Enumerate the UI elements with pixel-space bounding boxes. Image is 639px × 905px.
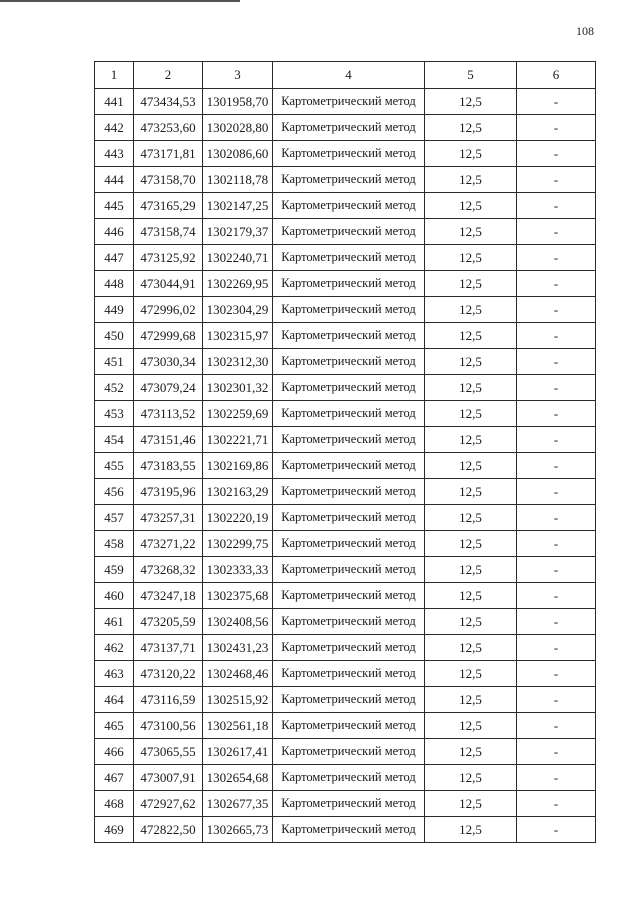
cell-method: Картометрический метод bbox=[273, 817, 425, 843]
cell-y-coordinate: 1302515,92 bbox=[203, 687, 273, 713]
cell-point-number: 458 bbox=[95, 531, 134, 557]
cell-x-coordinate: 473120,22 bbox=[134, 661, 203, 687]
cell-x-coordinate: 473044,91 bbox=[134, 271, 203, 297]
table-row bbox=[95, 609, 596, 635]
table-row bbox=[95, 219, 596, 245]
cell-note: - bbox=[517, 297, 596, 323]
cell-method: Картометрический метод bbox=[273, 115, 425, 141]
cell-point-number: 469 bbox=[95, 817, 134, 843]
cell-point-number: 461 bbox=[95, 609, 134, 635]
table-row bbox=[95, 817, 596, 843]
cell-y-coordinate: 1302468,46 bbox=[203, 661, 273, 687]
cell-method: Картометрический метод bbox=[273, 635, 425, 661]
cell-x-coordinate: 473030,34 bbox=[134, 349, 203, 375]
cell-accuracy: 12,5 bbox=[425, 817, 517, 843]
cell-note: - bbox=[517, 453, 596, 479]
cell-y-coordinate: 1302163,29 bbox=[203, 479, 273, 505]
cell-method: Картометрический метод bbox=[273, 297, 425, 323]
cell-accuracy: 12,5 bbox=[425, 167, 517, 193]
cell-accuracy: 12,5 bbox=[425, 115, 517, 141]
cell-method: Картометрический метод bbox=[273, 479, 425, 505]
cell-accuracy: 12,5 bbox=[425, 89, 517, 115]
cell-y-coordinate: 1302269,95 bbox=[203, 271, 273, 297]
cell-accuracy: 12,5 bbox=[425, 219, 517, 245]
cell-method: Картометрический метод bbox=[273, 401, 425, 427]
table-row bbox=[95, 583, 596, 609]
cell-accuracy: 12,5 bbox=[425, 661, 517, 687]
cell-method: Картометрический метод bbox=[273, 609, 425, 635]
cell-note: - bbox=[517, 635, 596, 661]
cell-method: Картометрический метод bbox=[273, 687, 425, 713]
cell-x-coordinate: 473171,81 bbox=[134, 141, 203, 167]
cell-accuracy: 12,5 bbox=[425, 349, 517, 375]
cell-note: - bbox=[517, 141, 596, 167]
cell-method: Картометрический метод bbox=[273, 713, 425, 739]
cell-point-number: 452 bbox=[95, 375, 134, 401]
cell-note: - bbox=[517, 271, 596, 297]
cell-accuracy: 12,5 bbox=[425, 765, 517, 791]
table-row bbox=[95, 349, 596, 375]
table-row bbox=[95, 401, 596, 427]
cell-method: Картометрический метод bbox=[273, 557, 425, 583]
table-row bbox=[95, 479, 596, 505]
cell-y-coordinate: 1302617,41 bbox=[203, 739, 273, 765]
cell-x-coordinate: 473151,46 bbox=[134, 427, 203, 453]
cell-x-coordinate: 473113,52 bbox=[134, 401, 203, 427]
cell-accuracy: 12,5 bbox=[425, 375, 517, 401]
cell-point-number: 463 bbox=[95, 661, 134, 687]
cell-x-coordinate: 473205,59 bbox=[134, 609, 203, 635]
cell-y-coordinate: 1302147,25 bbox=[203, 193, 273, 219]
table-row bbox=[95, 271, 596, 297]
table-row bbox=[95, 531, 596, 557]
cell-note: - bbox=[517, 557, 596, 583]
cell-note: - bbox=[517, 661, 596, 687]
cell-x-coordinate: 473165,29 bbox=[134, 193, 203, 219]
cell-x-coordinate: 473257,31 bbox=[134, 505, 203, 531]
header-cell-5: 5 bbox=[425, 62, 517, 89]
table-row bbox=[95, 713, 596, 739]
cell-accuracy: 12,5 bbox=[425, 557, 517, 583]
cell-note: - bbox=[517, 349, 596, 375]
cell-y-coordinate: 1302169,86 bbox=[203, 453, 273, 479]
cell-x-coordinate: 473271,22 bbox=[134, 531, 203, 557]
cell-y-coordinate: 1302665,73 bbox=[203, 817, 273, 843]
cell-y-coordinate: 1302118,78 bbox=[203, 167, 273, 193]
cell-x-coordinate: 473100,56 bbox=[134, 713, 203, 739]
cell-accuracy: 12,5 bbox=[425, 427, 517, 453]
cell-note: - bbox=[517, 167, 596, 193]
cell-x-coordinate: 473116,59 bbox=[134, 687, 203, 713]
cell-note: - bbox=[517, 791, 596, 817]
table-body bbox=[95, 89, 596, 843]
cell-x-coordinate: 473007,91 bbox=[134, 765, 203, 791]
cell-point-number: 443 bbox=[95, 141, 134, 167]
cell-y-coordinate: 1302654,68 bbox=[203, 765, 273, 791]
cell-accuracy: 12,5 bbox=[425, 531, 517, 557]
cell-method: Картометрический метод bbox=[273, 219, 425, 245]
cell-note: - bbox=[517, 713, 596, 739]
cell-point-number: 457 bbox=[95, 505, 134, 531]
header-cell-4: 4 bbox=[273, 62, 425, 89]
cell-point-number: 467 bbox=[95, 765, 134, 791]
cell-y-coordinate: 1302086,60 bbox=[203, 141, 273, 167]
cell-y-coordinate: 1302240,71 bbox=[203, 245, 273, 271]
cell-y-coordinate: 1302028,80 bbox=[203, 115, 273, 141]
cell-y-coordinate: 1302677,35 bbox=[203, 791, 273, 817]
cell-point-number: 464 bbox=[95, 687, 134, 713]
cell-point-number: 455 bbox=[95, 453, 134, 479]
cell-point-number: 462 bbox=[95, 635, 134, 661]
table-row bbox=[95, 141, 596, 167]
cell-y-coordinate: 1302312,30 bbox=[203, 349, 273, 375]
cell-y-coordinate: 1302301,32 bbox=[203, 375, 273, 401]
cell-method: Картометрический метод bbox=[273, 349, 425, 375]
table-row bbox=[95, 297, 596, 323]
header-cell-3: 3 bbox=[203, 62, 273, 89]
cell-note: - bbox=[517, 479, 596, 505]
page-number: 108 bbox=[576, 24, 594, 38]
cell-method: Картометрический метод bbox=[273, 245, 425, 271]
cell-point-number: 444 bbox=[95, 167, 134, 193]
table-row bbox=[95, 245, 596, 271]
cell-note: - bbox=[517, 115, 596, 141]
header-cell-6: 6 bbox=[517, 62, 596, 89]
cell-point-number: 456 bbox=[95, 479, 134, 505]
cell-x-coordinate: 473137,71 bbox=[134, 635, 203, 661]
cell-accuracy: 12,5 bbox=[425, 297, 517, 323]
cell-method: Картометрический метод bbox=[273, 323, 425, 349]
cell-y-coordinate: 1302431,23 bbox=[203, 635, 273, 661]
cell-accuracy: 12,5 bbox=[425, 245, 517, 271]
cell-accuracy: 12,5 bbox=[425, 193, 517, 219]
cell-y-coordinate: 1302315,97 bbox=[203, 323, 273, 349]
table-row bbox=[95, 661, 596, 687]
table-row bbox=[95, 687, 596, 713]
cell-point-number: 465 bbox=[95, 713, 134, 739]
top-rule bbox=[0, 0, 240, 2]
table-row bbox=[95, 167, 596, 193]
cell-accuracy: 12,5 bbox=[425, 479, 517, 505]
cell-x-coordinate: 472999,68 bbox=[134, 323, 203, 349]
cell-note: - bbox=[517, 609, 596, 635]
cell-x-coordinate: 472996,02 bbox=[134, 297, 203, 323]
cell-point-number: 447 bbox=[95, 245, 134, 271]
table-row bbox=[95, 375, 596, 401]
table-row bbox=[95, 557, 596, 583]
cell-point-number: 450 bbox=[95, 323, 134, 349]
cell-x-coordinate: 473183,55 bbox=[134, 453, 203, 479]
table-row bbox=[95, 323, 596, 349]
cell-y-coordinate: 1301958,70 bbox=[203, 89, 273, 115]
cell-note: - bbox=[517, 89, 596, 115]
cell-note: - bbox=[517, 219, 596, 245]
cell-accuracy: 12,5 bbox=[425, 635, 517, 661]
cell-method: Картометрический метод bbox=[273, 427, 425, 453]
cell-point-number: 449 bbox=[95, 297, 134, 323]
cell-method: Картометрический метод bbox=[273, 505, 425, 531]
cell-point-number: 466 bbox=[95, 739, 134, 765]
table-row bbox=[95, 635, 596, 661]
cell-x-coordinate: 473195,96 bbox=[134, 479, 203, 505]
cell-x-coordinate: 473079,24 bbox=[134, 375, 203, 401]
cell-y-coordinate: 1302299,75 bbox=[203, 531, 273, 557]
cell-accuracy: 12,5 bbox=[425, 713, 517, 739]
cell-point-number: 442 bbox=[95, 115, 134, 141]
cell-method: Картометрический метод bbox=[273, 141, 425, 167]
cell-method: Картометрический метод bbox=[273, 375, 425, 401]
cell-point-number: 454 bbox=[95, 427, 134, 453]
cell-note: - bbox=[517, 505, 596, 531]
cell-y-coordinate: 1302333,33 bbox=[203, 557, 273, 583]
table-row bbox=[95, 453, 596, 479]
cell-y-coordinate: 1302179,37 bbox=[203, 219, 273, 245]
cell-accuracy: 12,5 bbox=[425, 609, 517, 635]
cell-method: Картометрический метод bbox=[273, 791, 425, 817]
cell-point-number: 441 bbox=[95, 89, 134, 115]
cell-x-coordinate: 473253,60 bbox=[134, 115, 203, 141]
cell-note: - bbox=[517, 375, 596, 401]
coordinates-table bbox=[94, 61, 596, 843]
cell-point-number: 453 bbox=[95, 401, 134, 427]
cell-accuracy: 12,5 bbox=[425, 687, 517, 713]
cell-x-coordinate: 473247,18 bbox=[134, 583, 203, 609]
cell-method: Картометрический метод bbox=[273, 765, 425, 791]
cell-x-coordinate: 472927,62 bbox=[134, 791, 203, 817]
table-row bbox=[95, 427, 596, 453]
cell-note: - bbox=[517, 323, 596, 349]
cell-x-coordinate: 473434,53 bbox=[134, 89, 203, 115]
cell-accuracy: 12,5 bbox=[425, 791, 517, 817]
header-cell-2: 2 bbox=[134, 62, 203, 89]
cell-accuracy: 12,5 bbox=[425, 323, 517, 349]
table-row bbox=[95, 115, 596, 141]
table-row bbox=[95, 765, 596, 791]
cell-point-number: 460 bbox=[95, 583, 134, 609]
cell-y-coordinate: 1302561,18 bbox=[203, 713, 273, 739]
cell-accuracy: 12,5 bbox=[425, 401, 517, 427]
cell-note: - bbox=[517, 817, 596, 843]
cell-method: Картометрический метод bbox=[273, 193, 425, 219]
cell-method: Картометрический метод bbox=[273, 271, 425, 297]
cell-point-number: 459 bbox=[95, 557, 134, 583]
table-row bbox=[95, 193, 596, 219]
cell-note: - bbox=[517, 583, 596, 609]
cell-y-coordinate: 1302408,56 bbox=[203, 609, 273, 635]
cell-accuracy: 12,5 bbox=[425, 583, 517, 609]
cell-method: Картометрический метод bbox=[273, 531, 425, 557]
cell-method: Картометрический метод bbox=[273, 453, 425, 479]
cell-note: - bbox=[517, 245, 596, 271]
cell-x-coordinate: 473158,70 bbox=[134, 167, 203, 193]
table-row bbox=[95, 89, 596, 115]
cell-point-number: 468 bbox=[95, 791, 134, 817]
cell-y-coordinate: 1302259,69 bbox=[203, 401, 273, 427]
cell-accuracy: 12,5 bbox=[425, 505, 517, 531]
cell-note: - bbox=[517, 427, 596, 453]
header-cell-1: 1 bbox=[95, 62, 134, 89]
cell-method: Картометрический метод bbox=[273, 661, 425, 687]
table-row bbox=[95, 505, 596, 531]
cell-y-coordinate: 1302304,29 bbox=[203, 297, 273, 323]
cell-note: - bbox=[517, 739, 596, 765]
cell-accuracy: 12,5 bbox=[425, 453, 517, 479]
cell-x-coordinate: 472822,50 bbox=[134, 817, 203, 843]
cell-note: - bbox=[517, 401, 596, 427]
cell-method: Картометрический метод bbox=[273, 583, 425, 609]
cell-x-coordinate: 473158,74 bbox=[134, 219, 203, 245]
cell-method: Картометрический метод bbox=[273, 739, 425, 765]
cell-method: Картометрический метод bbox=[273, 167, 425, 193]
cell-y-coordinate: 1302375,68 bbox=[203, 583, 273, 609]
cell-note: - bbox=[517, 531, 596, 557]
table-row bbox=[95, 791, 596, 817]
cell-point-number: 451 bbox=[95, 349, 134, 375]
cell-note: - bbox=[517, 193, 596, 219]
cell-point-number: 446 bbox=[95, 219, 134, 245]
cell-method: Картометрический метод bbox=[273, 89, 425, 115]
cell-accuracy: 12,5 bbox=[425, 141, 517, 167]
cell-x-coordinate: 473125,92 bbox=[134, 245, 203, 271]
cell-note: - bbox=[517, 687, 596, 713]
cell-point-number: 448 bbox=[95, 271, 134, 297]
cell-accuracy: 12,5 bbox=[425, 739, 517, 765]
table-row bbox=[95, 739, 596, 765]
table-header-row bbox=[95, 62, 596, 89]
cell-note: - bbox=[517, 765, 596, 791]
cell-point-number: 445 bbox=[95, 193, 134, 219]
cell-y-coordinate: 1302220,19 bbox=[203, 505, 273, 531]
cell-y-coordinate: 1302221,71 bbox=[203, 427, 273, 453]
cell-accuracy: 12,5 bbox=[425, 271, 517, 297]
cell-x-coordinate: 473268,32 bbox=[134, 557, 203, 583]
cell-x-coordinate: 473065,55 bbox=[134, 739, 203, 765]
